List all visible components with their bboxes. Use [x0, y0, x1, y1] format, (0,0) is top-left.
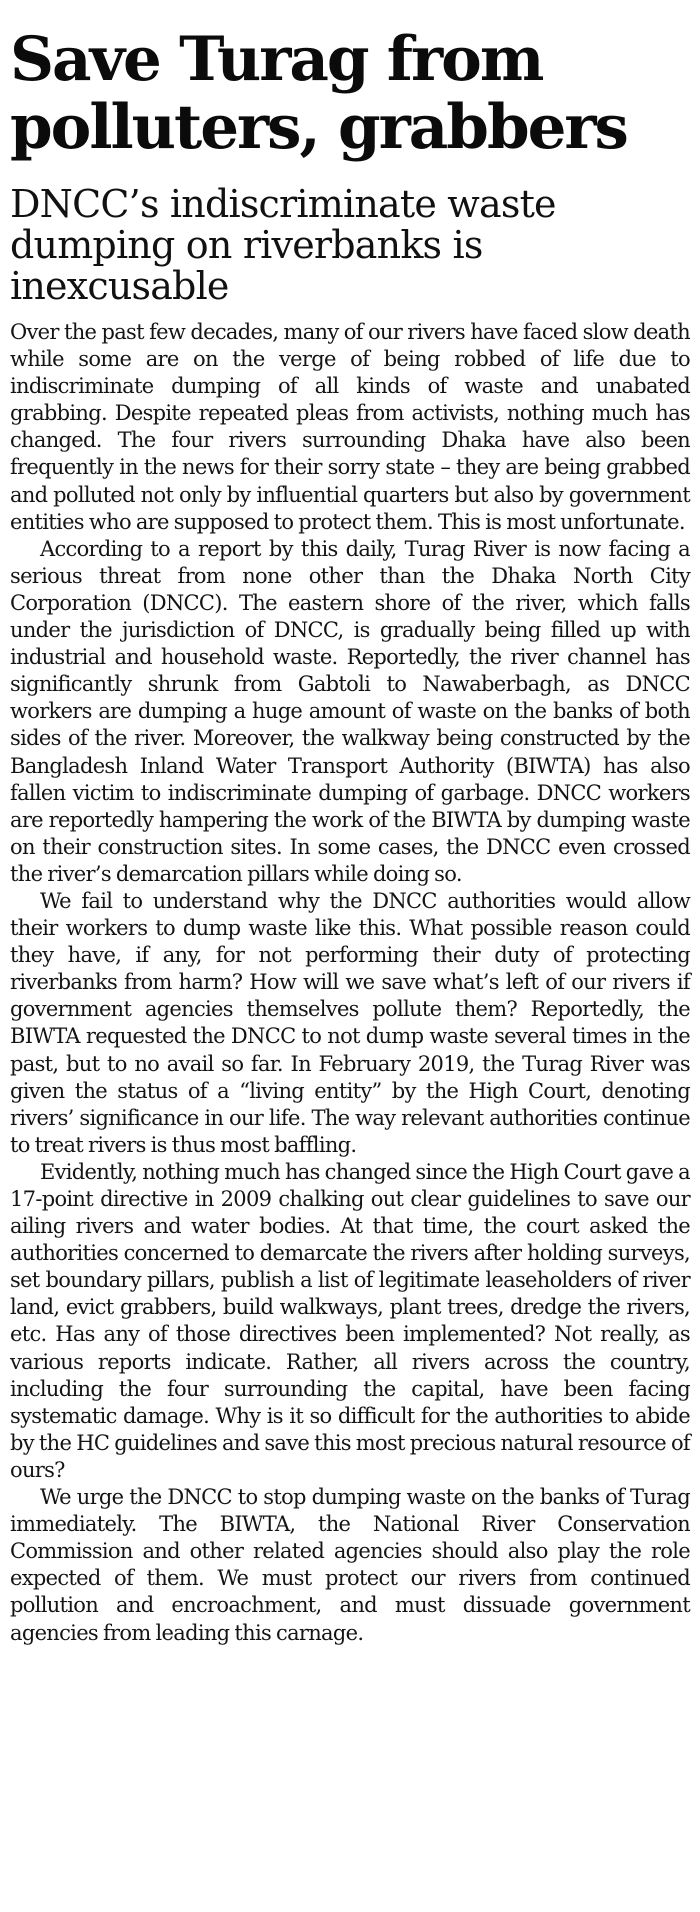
paragraph: Over the past few decades, many of our rivers have faced slow death while some are on the verge of being robbed of life due to indiscriminate dumping of all kinds of waste and unabated grabbing. Despite repeated pleas from activists, nothing much has changed. The four rivers surrounding Dhaka have also been frequently in the news for their sorry state – they are being grabbed and polluted not only by influential quarters but also by government entities who are supposed to protect them. This is most unfortunate. — [10, 320, 690, 534]
paragraph: We fail to understand why the DNCC authorities would allow their workers to dump waste like this. What possible reason could they have, if any, for not performing their duty of protecting riverbanks from harm? How will we save what’s left of our rivers if government agencies themselves pollute them? Reportedly, the BIWTA requested the DNCC to not dump waste several times in the past, but to no avail so far. In February 2019, the Turag River was given the status of a “living entity” by the High Court, denoting rivers’ significance in our life. The way relevant authorities continue to treat rivers is thus most baffling. — [10, 888, 690, 1157]
subheadline: DNCC’s indiscriminate waste dumping on riverbanks is inexcusable — [10, 182, 556, 308]
article-body — [10, 319, 690, 1647]
paragraph: Evidently, nothing much has changed since the High Court gave a 17-point directive in 2009 chalking out clear guidelines to save our ailing rivers and water bodies. At that time, the court asked the authorities concerned to demarcate the rivers after holding surveys, set boundary pillars, publish a list of legitimate leaseholders of river land, evict grabbers, build walkways, plant trees, dredge the rivers, etc. Has any of those directives been implemented? Not really, as various reports indicate. Rather, all rivers across the country, including the four surrounding the capital, have been facing systematic damage. Why is it so difficult for the authorities to abide by the HC guidelines and save this most precious natural resource of ours? — [10, 1159, 690, 1482]
headline: Save Turag from polluters, grabbers — [10, 24, 627, 163]
paragraph: We urge the DNCC to stop dumping waste on the banks of Turag immediately. The BIWTA, the National River Conservation Commission and other related agencies should also play the role expected of them. We must protect our rivers from continued pollution and encroachment, and must dissuade government agencies from leading this carnage. — [10, 1485, 690, 1645]
paragraph: According to a report by this daily, Turag River is now facing a serious threat from none other than the Dhaka North City Corporation (DNCC). The eastern shore of the river, which falls under the jurisdiction of DNCC, is gradually being filled up with industrial and household waste. Reportedly, the river channel has significantly shrunk from Gabtoli to Nawaberbagh, as DNCC workers are dumping a huge amount of waste on the banks of both sides of the river. Moreover, the walkway being constructed by the Bangladesh Inland Water Transport Authority (BIWTA) has also fallen victim to indiscriminate dumping of garbage. DNCC workers are reportedly hampering the work of the BIWTA by dumping waste on their construction sites. In some cases, the DNCC even crossed the river’s demarcation pillars while doing so. — [10, 536, 690, 886]
